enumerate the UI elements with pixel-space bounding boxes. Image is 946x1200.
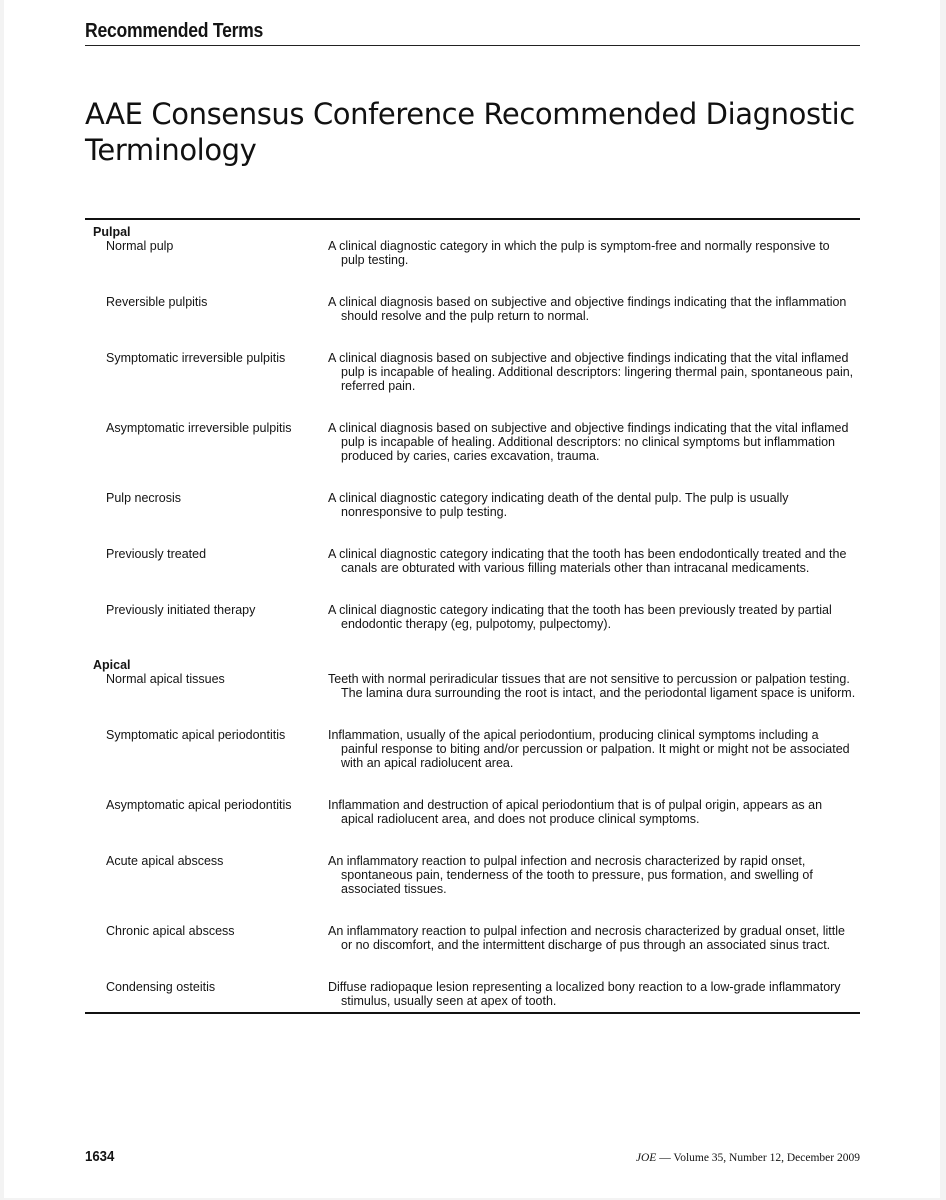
section-header-label: Recommended Terms: [85, 20, 264, 42]
term-definition: Diffuse radiopaque lesion representing a localized bony reaction to a low-grade inflammatory stimulus, usually seen at apex of tooth.: [328, 980, 841, 1008]
term-label: Normal apical tissues: [106, 672, 225, 686]
term-definition: Teeth with normal periradicular tissues that are not sensitive to percussion or palpation testing. The lamina dura surrounding the root is intact, and the periodontal ligament space is uniform.: [328, 672, 856, 700]
term-definition: An inflammatory reaction to pulpal infection and necrosis characterized by gradual onset, little or no discomfort, and the intermittent discharge of pus through an associated sinus tract.: [328, 924, 845, 952]
term-label: Chronic apical abscess: [106, 924, 235, 938]
group-label: Apical: [93, 658, 131, 672]
journal-name: JOE: [635, 1152, 657, 1164]
section-header: [85, 20, 860, 46]
table-row: [85, 603, 860, 631]
term-definition: A clinical diagnostic category in which the pulp is symptom-free and normally responsive to pulp testing.: [328, 239, 830, 267]
journal-page: [4, 0, 940, 1198]
term-label: Asymptomatic apical periodontitis: [106, 798, 292, 812]
table-row: [85, 672, 860, 700]
group-apical: [85, 659, 860, 1008]
page-footer: [85, 1148, 860, 1165]
term-definition: A clinical diagnosis based on subjective and objective findings indicating that the vital inflamed pulp is incapable of healing. Additional descriptors: lingering thermal pain, spontaneous pain, referred pain.: [328, 351, 854, 393]
page-number: 1634: [85, 1148, 115, 1165]
table-row: [85, 854, 860, 896]
term-definition: A clinical diagnosis based on subjective and objective findings indicating that the inflammation should resolve and the pulp return to normal.: [328, 295, 847, 323]
table-row: [85, 421, 860, 463]
term-definition: An inflammatory reaction to pulpal infection and necrosis characterized by rapid onset, spontaneous pain, tenderness of the tooth to pressure, pus formation, and swelling of associated tissues.: [328, 854, 813, 896]
term-definition: A clinical diagnostic category indicating death of the dental pulp. The pulp is usually nonresponsive to pulp testing.: [328, 491, 789, 519]
table-row: [85, 728, 860, 770]
term-label: Previously treated: [106, 547, 207, 561]
term-label: Symptomatic irreversible pulpitis: [106, 351, 286, 365]
term-label: Reversible pulpitis: [106, 295, 208, 309]
term-label: Condensing osteitis: [106, 980, 216, 994]
terminology-table: [85, 218, 860, 1014]
table-row: [85, 351, 860, 393]
group-label: Pulpal: [93, 225, 131, 239]
table-row: [85, 980, 860, 1008]
term-definition: A clinical diagnosis based on subjective and objective findings indicating that the vital inflamed pulp is incapable of healing. Additional descriptors: no clinical symptoms but inflammation produced by caries, caries excavation, trauma.: [328, 421, 849, 463]
table-row: [85, 491, 860, 519]
table-row: [85, 547, 860, 575]
group-pulpal: [85, 226, 860, 631]
term-definition: Inflammation, usually of the apical periodontium, producing clinical symptoms including a painful response to biting and/or percussion or palpation. It might or might not be associated with an apical radiolucent area.: [328, 728, 850, 770]
term-label: Previously initiated therapy: [106, 603, 256, 617]
term-label: Acute apical abscess: [106, 854, 224, 868]
table-row: [85, 295, 860, 323]
table-row: [85, 924, 860, 952]
term-definition: Inflammation and destruction of apical periodontium that is of pulpal origin, appears as an apical radiolucent area, and does not produce clinical symptoms.: [328, 798, 823, 826]
term-definition: A clinical diagnostic category indicating that the tooth has been previously treated by partial endodontic therapy (eg, pulpotomy, pulpectomy).: [328, 603, 832, 631]
table-row: [85, 798, 860, 826]
journal-citation: [636, 1152, 860, 1164]
term-label: Pulp necrosis: [106, 491, 182, 505]
term-label: Symptomatic apical periodontitis: [106, 728, 286, 742]
journal-volume: — Volume 35, Number 12, December 2009: [656, 1152, 860, 1164]
table-row: [85, 239, 860, 267]
term-label: Asymptomatic irreversible pulpitis: [106, 421, 292, 435]
term-label: Normal pulp: [106, 239, 174, 253]
term-definition: A clinical diagnostic category indicating that the tooth has been endodontically treated and the canals are obturated with various filling materials other than intracanal medicaments.: [328, 547, 847, 575]
article-title: AAE Consensus Conference Recommended Diagnostic Terminology: [85, 97, 855, 167]
